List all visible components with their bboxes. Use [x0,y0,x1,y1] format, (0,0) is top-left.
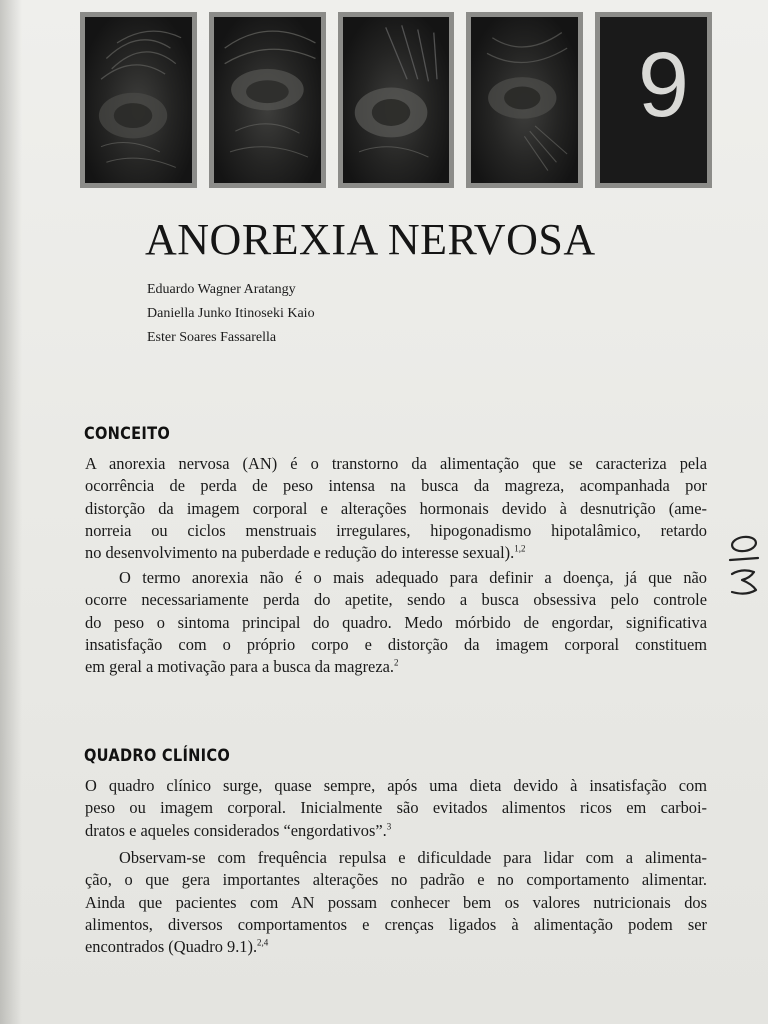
author-name: Daniella Junko Itinoseki Kaio [147,306,315,321]
banner-image-2 [209,12,326,188]
chapter-number: 9 [637,34,689,136]
text-line: peso ou imagem corporal. Inicialmente são evitados alimentos ricos em carboi- [85,798,707,818]
section-heading-quadro-clinico: QUADRO CLÍNICO [84,746,231,766]
text-line: ocorre necessariamente perda do apetite, sendo a busca obsessiva pelo controle [85,590,707,610]
text-line: Observam-se com frequência repulsa e dificuldade para lidar com a alimenta- [119,848,707,867]
reference-superscript: 1,2 [514,543,526,554]
page-edge-shadow [0,0,22,1024]
text-line: norreia ou ciclos menstruais irregulares, hipogonadismo hipotalâmico, retardo [85,520,707,540]
banner-artwork-icon [214,17,321,183]
paragraph-conceito-1 [85,453,707,564]
handwriting-icon [720,530,766,600]
paragraph-conceito-2 [85,567,707,678]
text-line: insatisfação com o próprio corpo e distorção da imagem corporal constituem [85,634,707,654]
text-line-last [85,542,707,564]
chapter-title: ANOREXIA NERVOSA [145,215,596,264]
reference-superscript: 2 [393,657,399,668]
text-line-content: dratos e aqueles considerados “engordativos”. [85,820,387,840]
text-line-content: encontrados (Quadro 9.1). [85,937,258,957]
text-line: Ainda que pacientes com AN possam conhecer bem os valores nutricionais dos [85,892,707,912]
text-line: ção, o que gera importantes alterações no padrão e no comportamento alimentar. [85,870,707,890]
banner-image-4 [466,12,583,188]
text-line-last [85,820,707,842]
handwritten-margin-note [720,530,766,600]
text-line: alimentos, diversos comportamentos e crenças ligados à alimentação podem ser [85,914,707,934]
banner-artwork-icon [343,17,450,183]
text-line: distorção da imagem corporal e alterações hormonais devido à desnutrição (ame- [85,498,707,518]
text-line: O quadro clínico surge, quase sempre, após uma dieta devido à insatisfação com [85,776,707,795]
banner-image-1 [80,12,197,188]
section-heading-conceito: CONCEITO [84,424,171,444]
paragraph-quadro-clinico-1 [85,775,707,842]
text-line: do peso o sintoma principal do quadro. Medo mórbido de engordar, significativa [85,612,707,632]
banner-artwork-icon [471,17,578,183]
chapter-number-tile [595,12,712,188]
author-name: Ester Soares Fassarella [147,330,277,345]
text-line-content: no desenvolvimento na puberdade e redução do interesse sexual). [85,543,515,563]
text-line: ocorrência de perda de peso intensa na busca da magreza, acompanhada por [85,476,707,496]
banner-image-3 [338,12,455,188]
paragraph-quadro-clinico-2 [85,847,707,958]
text-line-last [85,936,707,958]
text-line-last [85,656,707,678]
reference-superscript: 3 [386,821,392,832]
text-line: O termo anorexia não é o mais adequado para definir a doença, já que não [119,568,707,587]
banner-artwork-icon [85,17,192,183]
chapter-banner [80,12,712,188]
reference-superscript: 2,4 [257,937,269,948]
author-list [147,278,315,350]
text-line: A anorexia nervosa (AN) é o transtorno da alimentação que se caracteriza pela [85,454,707,473]
author-name: Eduardo Wagner Aratangy [147,282,296,297]
text-line-content: em geral a motivação para a busca da magreza. [85,657,394,677]
